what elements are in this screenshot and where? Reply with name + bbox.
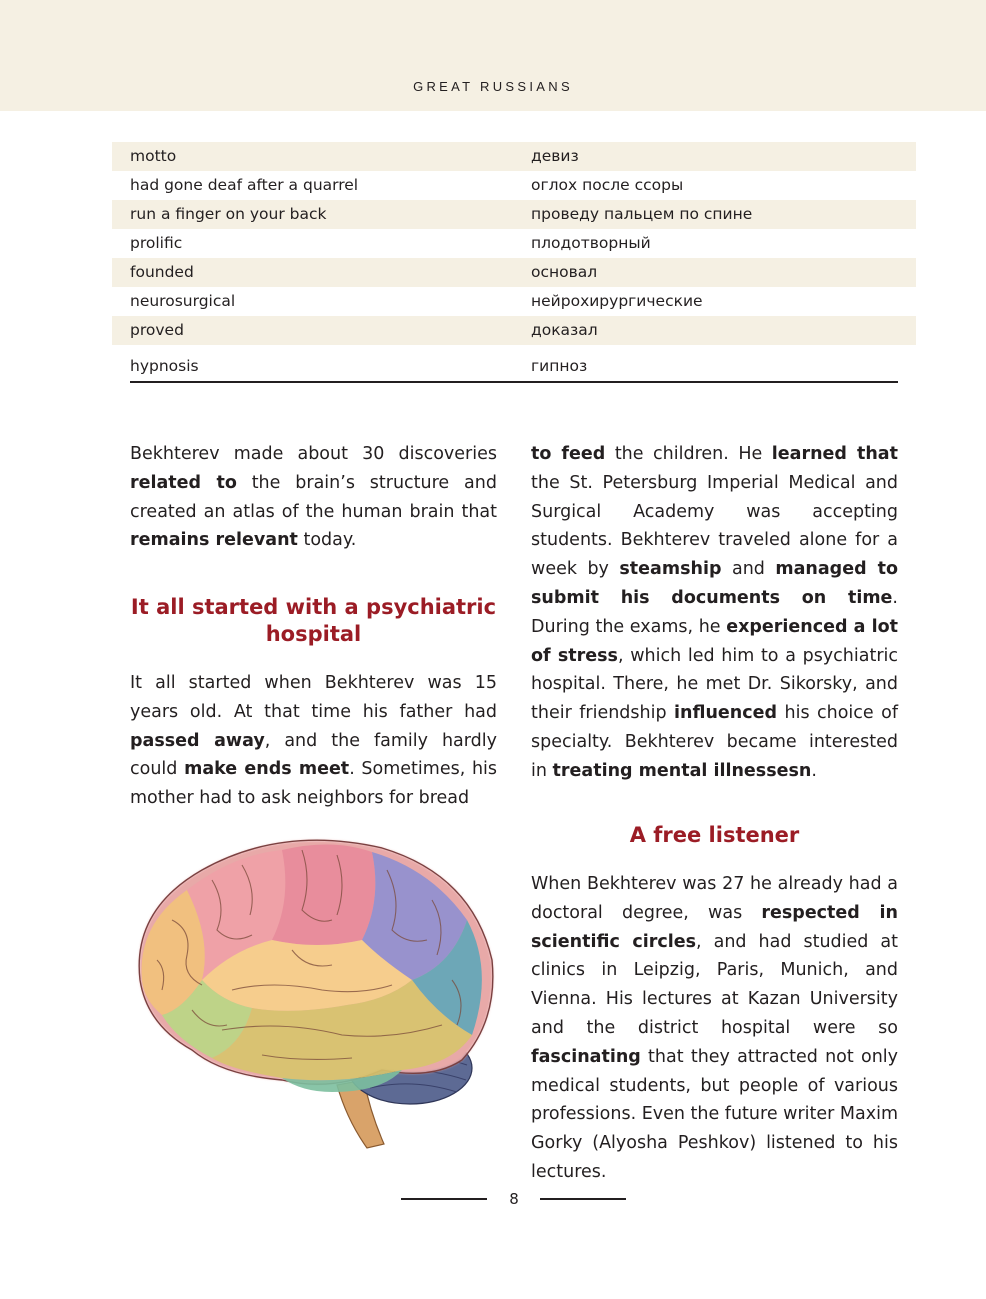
text-run: Bekhterev made about 30 discoveries (130, 444, 497, 464)
text-run: . Sometimes, his mother had to ask neighbors for bread (130, 759, 498, 809)
vocabulary-row (112, 229, 916, 258)
vocab-english: founded (130, 263, 194, 281)
vocabulary-row (112, 171, 916, 200)
vocab-russian: гипноз (531, 357, 588, 375)
text-run: his choice of specialty. Bekhterev became interested in (531, 703, 898, 781)
vocabulary-row (112, 258, 916, 287)
left-intro-paragraph (130, 440, 497, 555)
bold-phrase: passed away (130, 730, 265, 751)
vocabulary-table (112, 142, 916, 382)
text-run: , which led him to a psychiatric hospital. There, he met Dr. Sikorsky, and their friendship (531, 645, 899, 724)
header-band (0, 0, 986, 111)
footer-rule-right (540, 1198, 626, 1200)
footer-rule-left (401, 1198, 487, 1200)
section-heading-free-listener: A free listener (629, 823, 800, 847)
bold-phrase: learned that (771, 444, 898, 464)
bold-phrase: to feed (531, 444, 606, 464)
vocabulary-row (112, 142, 916, 171)
text-run: , and the family hardly could (130, 730, 497, 780)
vocabulary-row (112, 200, 916, 229)
vocab-english: run a finger on your back (130, 205, 327, 223)
text-run: , and had studied at clinics in Leipzig, Paris, Munich, and Vienna. His lectures at Kazan University and the district hospital were so (531, 931, 898, 1038)
section-heading-psychiatric-hospital: It all started with a psychiatric hospital (130, 595, 497, 646)
vocab-russian: нейрохирургические (531, 292, 703, 310)
vocab-english: motto (130, 147, 177, 165)
right-second-paragraph (531, 870, 898, 1187)
text-run: today. (297, 530, 357, 551)
text-run: and (721, 559, 776, 580)
bold-phrase: influenced (674, 703, 778, 724)
text-run: . During the exams, he (531, 587, 898, 637)
bold-phrase: respected in scientific circles (531, 902, 898, 952)
table-bottom-rule (130, 381, 898, 383)
running-header: GREAT RUSSIANS (413, 79, 573, 94)
vocab-english: prolific (130, 234, 183, 252)
bold-phrase: experienced a lot of stress (531, 616, 898, 666)
vocab-english: hypnosis (130, 357, 199, 375)
vocabulary-row (112, 287, 916, 316)
vocab-english: had gone deaf after a quarrel (130, 176, 359, 194)
vocab-russian: проведу пальцем по спине (531, 205, 753, 223)
bold-phrase: fascinating (531, 1046, 641, 1067)
bold-phrase: remains relevant (130, 530, 298, 551)
bold-phrase: steamship (619, 559, 722, 580)
vocab-russian: плодотворный (531, 234, 651, 252)
bold-phrase: managed to submit his documents on time (531, 559, 898, 608)
vocab-english: neurosurgical (130, 292, 236, 310)
vocabulary-row (112, 316, 916, 345)
vocab-russian: оглох после ссоры (531, 176, 684, 194)
bold-phrase: related to (130, 472, 237, 493)
bold-phrase: make ends meet (184, 759, 350, 780)
text-run: the children. He (605, 444, 772, 464)
text-run: that they attracted not only medical students, but people of various professions. Even the future writer Maxim Gorky (Alyosha Peshkov) listened to his lectures. (531, 1046, 898, 1182)
brain-illustration (132, 830, 496, 1155)
text-run: When Bekhterev was 27 he already had a doctoral degree, was (531, 874, 898, 923)
vocab-russian: основал (531, 263, 598, 281)
right-body-paragraph (531, 440, 898, 786)
text-run: . (811, 760, 817, 781)
text-run: It all started when Bekhterev was 15 years old. At that time his father had (130, 673, 497, 722)
vocab-russian: девиз (531, 147, 579, 165)
bold-phrase: treating mental illnessesn (552, 760, 812, 781)
text-run: the brain’s structure and created an atlas of the human brain that (130, 472, 497, 522)
text-run: the St. Petersburg Imperial Medical and Surgical Academy was accepting students. Bekhterev traveled alone for a week by (531, 472, 898, 580)
left-body-paragraph (130, 669, 497, 813)
vocab-russian: доказал (531, 321, 598, 339)
vocab-english: proved (130, 321, 184, 339)
vocabulary-row (112, 345, 916, 382)
page-number: 8 (509, 1190, 519, 1208)
